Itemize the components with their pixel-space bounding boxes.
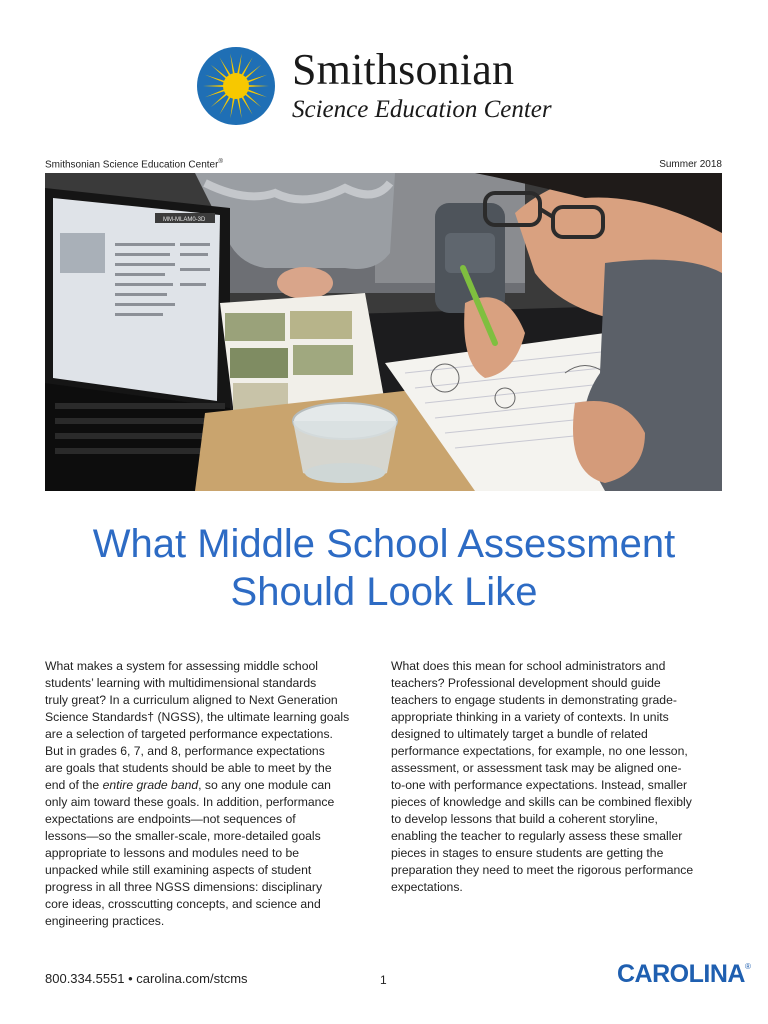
title-line-2: Should Look Like <box>230 570 538 614</box>
article-title <box>0 520 768 616</box>
text-line: pieces of knowledge and skills can be combined flexibly <box>391 795 692 809</box>
text-line: end of the entire grade band, so any one module can <box>45 778 331 792</box>
carolina-logo: CAROLINA® <box>617 960 751 988</box>
text-line: are a selection of targeted performance expectations. <box>45 727 333 741</box>
page-header <box>0 0 768 150</box>
text-line: core ideas, crosscutting concepts, and science and <box>45 897 321 911</box>
issue-date: Summer 2018 <box>659 159 722 170</box>
laptop-tag: MM-MLAM0-3D <box>163 217 206 223</box>
text-line: teachers to engage students in demonstrating grade- <box>391 693 677 707</box>
classroom-photo <box>45 173 722 491</box>
brand-name: Smithsonian <box>292 45 515 94</box>
sunburst-icon <box>196 46 276 126</box>
text-line: appropriate to lessons and modules need to be <box>45 846 300 860</box>
text-line: progress in all three NGSS dimensions: disciplinary <box>45 880 323 894</box>
text-line: teachers? Professional development should guide <box>391 676 661 690</box>
brand-subtitle: Science Education Center <box>292 96 552 123</box>
text-line: assessment, or assessment task may be aligned one- <box>391 761 682 775</box>
text-line: lessons—so the smaller-scale, more-detailed goals <box>45 829 321 843</box>
text-line: But in grades 6, 7, and 8, performance expectations <box>45 744 325 758</box>
text-line: Science Standards† (NGSS), the ultimate learning goals <box>45 710 350 724</box>
text-line: designed to ultimately target a bundle of related <box>391 727 648 741</box>
publication-name: Smithsonian Science Education Center® <box>45 159 223 171</box>
emphasis: entire grade band <box>102 778 199 792</box>
text-line: engineering practices. <box>45 914 165 928</box>
text-line: truly great? In a curriculum aligned to Next Generation <box>45 693 338 707</box>
text-line: performance expectations, for example, no one lesson, <box>391 744 688 758</box>
text-line: expectations are endpoints—not sequences of <box>45 812 296 826</box>
text-line: pieces in stages to ensure students are getting the <box>391 846 664 860</box>
text-line: only aim toward these goals. In addition, performance <box>45 795 335 809</box>
text-line: are goals that students should be able to meet by the <box>45 761 332 775</box>
footer-contact: 800.334.5551 • carolina.com/stcms <box>45 971 248 986</box>
text-line: expectations. <box>391 880 463 894</box>
text-line: to-one with performance expectations. Instead, smaller <box>391 778 688 792</box>
text-line: enabling the teacher to regularly assess these smaller <box>391 829 683 843</box>
title-line-1: What Middle School Assessment <box>92 522 676 566</box>
text-line: students’ learning with multidimensional standards <box>45 676 317 690</box>
body-column-right <box>391 658 716 896</box>
text-line: What makes a system for assessing middle school <box>45 659 318 673</box>
text-line: unpacked while still examining aspects of student <box>45 863 312 877</box>
body-column-left <box>45 658 365 930</box>
text-line: appropriate thinking in a variety of contexts. In units <box>391 710 669 724</box>
page-number: 1 <box>380 973 387 987</box>
text-line: What does this mean for school administrators and <box>391 659 666 673</box>
text-line: to develop lessons that build a coherent storyline, <box>391 812 658 826</box>
text-line: preparation they need to meet the rigorous performance <box>391 863 694 877</box>
